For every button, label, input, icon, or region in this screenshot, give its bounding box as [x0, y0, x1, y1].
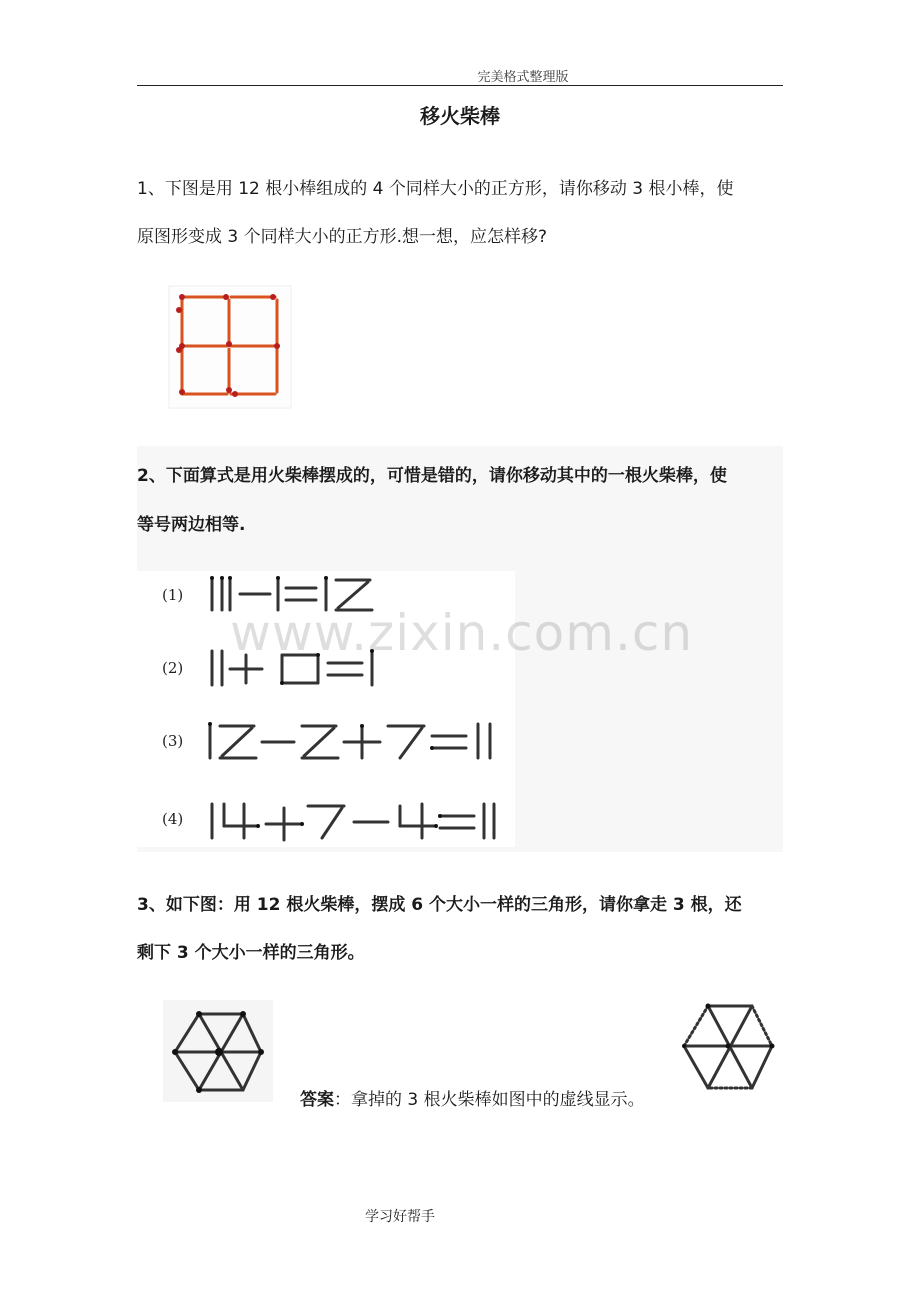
- q1-line2: 原图形变成 3 个同样大小的正方形.想一想，应怎样移?: [137, 227, 548, 247]
- equation-label-4: (4): [162, 810, 184, 828]
- equation-3-matchsticks: [200, 720, 510, 762]
- equation-4-matchsticks: [200, 798, 510, 842]
- q1-square-figure: [169, 286, 291, 408]
- header-text: 完美格式整理版: [477, 70, 569, 85]
- equation-label-1: (1): [162, 586, 184, 604]
- answer-label: 答案: [300, 1090, 334, 1110]
- q3-line2: 剩下 3 个大小一样的三角形。: [137, 943, 365, 963]
- q2-line1: 2、下面算式是用火柴棒摆成的，可惜是错的，请你移动其中的一根火柴棒，使: [137, 466, 727, 486]
- header-rule: [137, 85, 783, 86]
- page-title: 移火柴棒: [420, 104, 500, 128]
- equation-label-3: (3): [162, 732, 184, 750]
- q3-line1: 3、如下图：用 12 根火柴棒，摆成 6 个大小一样的三角形，请你拿走 3 根，还: [137, 895, 742, 915]
- footer-text: 学习好帮手: [365, 1209, 435, 1225]
- answer-text: ：拿掉的 3 根火柴棒如图中的虚线显示。: [334, 1090, 645, 1110]
- q3-hexagon-figure: [163, 1000, 273, 1102]
- q1-line1: 1、下图是用 12 根小棒组成的 4 个同样大小的正方形，请你移动 3 根小棒，使: [137, 179, 734, 199]
- watermark: www.zixin.com.cn: [230, 604, 694, 662]
- q2-line2: 等号两边相等.: [137, 515, 246, 535]
- q3-answer: [300, 1085, 645, 1110]
- q3-answer-hexagon-figure: [672, 996, 784, 1100]
- equation-label-2: (2): [162, 659, 184, 677]
